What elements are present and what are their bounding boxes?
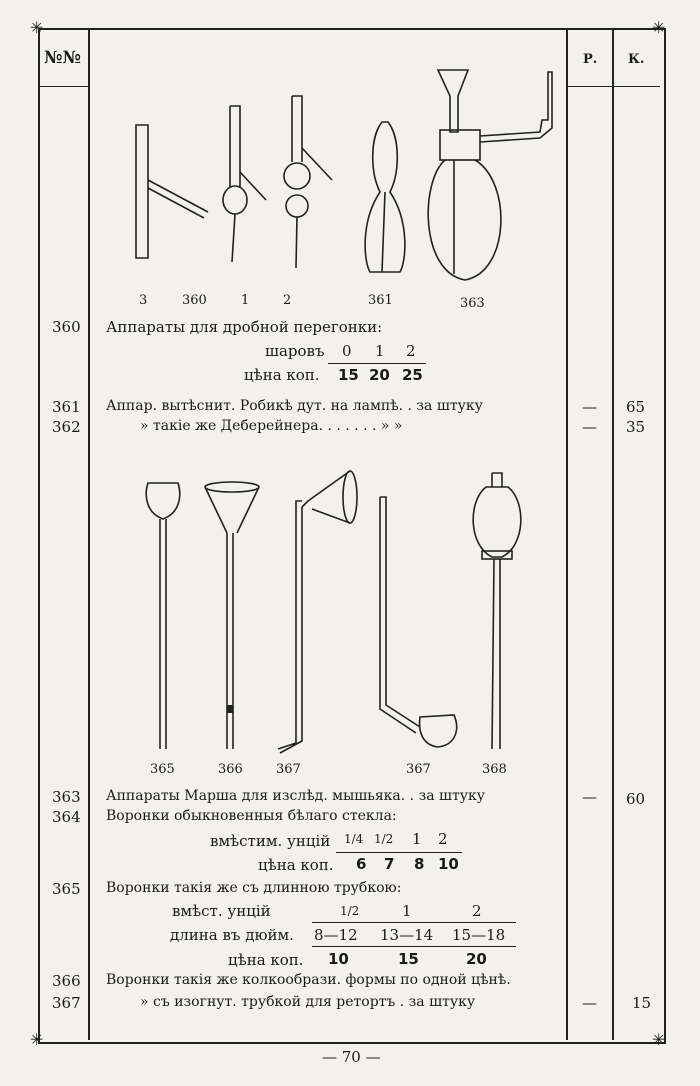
entry-365-len-value: 8—12 xyxy=(314,926,358,944)
entry-362-kop: 35 xyxy=(626,418,646,436)
caption-3: 3 xyxy=(139,293,148,308)
entry-367-text: » съ изогнут. трубкой для ретортъ . за штуку xyxy=(140,994,476,1010)
funnels-illustration xyxy=(130,465,530,755)
entry-365-len-label: длина въ дюйм. xyxy=(170,926,294,944)
entry-360-sub-value: 1 xyxy=(375,342,385,360)
entry-365-rule-1 xyxy=(312,922,516,923)
entry-360-sub-value: 2 xyxy=(406,342,416,360)
corner-ornament-br: ✳ xyxy=(652,1030,666,1049)
entry-360-sub-label: шаровъ xyxy=(265,342,325,360)
entry-367-rub: — xyxy=(582,994,597,1012)
entry-362-rub: — xyxy=(582,418,597,436)
entry-365-number: 365 xyxy=(52,880,81,898)
entry-360-number: 360 xyxy=(52,318,81,336)
entry-361-text: Аппар. вытѣснит. Робикѣ дут. на лампѣ. . за штуку xyxy=(106,398,483,414)
entry-361-kop: 65 xyxy=(626,398,646,416)
entry-364-number: 364 xyxy=(52,808,81,826)
caption-2: 2 xyxy=(283,293,292,308)
entry-366-text: Воронки такія же колкообрази. формы по одной цѣнѣ. xyxy=(106,972,511,988)
header-rule xyxy=(40,86,88,87)
entry-362-number: 362 xyxy=(52,418,81,436)
corner-ornament-tr: ✳ xyxy=(652,18,666,37)
caption-367b: 367 xyxy=(406,762,431,777)
entry-361-rub: — xyxy=(582,398,597,416)
funnel-367-drawing xyxy=(278,471,357,753)
entry-364-rule xyxy=(336,852,462,853)
tube-360-drawing xyxy=(223,106,266,262)
funnel-365-drawing xyxy=(146,483,180,749)
entry-364-price: 10 xyxy=(438,855,459,873)
rub-column-rule-left xyxy=(566,30,568,1040)
entry-360-rule xyxy=(328,363,426,364)
rub-column-header: Р. xyxy=(583,52,598,67)
page-number: — 70 — xyxy=(322,1048,381,1066)
entry-360-sub-value: 0 xyxy=(342,342,352,360)
entry-363-rub: — xyxy=(582,788,597,806)
entry-365-sub-value: 1 xyxy=(402,902,412,920)
entry-365-sub-label: вмѣст. унцій xyxy=(172,902,271,920)
entry-360-price-label: цѣна коп. xyxy=(244,366,320,384)
caption-368: 368 xyxy=(482,762,507,777)
header-rule-right xyxy=(568,86,660,87)
entry-365-text: Воронки такія же съ длинною трубкою: xyxy=(106,880,402,896)
distillation-apparatus-illustration xyxy=(120,62,560,287)
entry-365-sub-value: 2 xyxy=(472,902,482,920)
caption-363: 363 xyxy=(460,296,485,311)
tube-367-drawing xyxy=(380,497,457,747)
caption-367: 367 xyxy=(276,762,301,777)
entry-365-price: 20 xyxy=(466,950,487,968)
entry-367-number: 367 xyxy=(52,994,81,1012)
funnel-366-drawing xyxy=(205,482,259,749)
entry-364-sub-value: 1/2 xyxy=(374,832,394,846)
entry-367-kop: 15 xyxy=(632,994,652,1012)
entry-365-price-label: цѣна коп. xyxy=(228,951,304,969)
entry-365-rule-2 xyxy=(312,946,516,947)
tube-1-drawing xyxy=(284,96,332,268)
entry-363-number: 363 xyxy=(52,788,81,806)
corner-ornament-bl: ✳ xyxy=(30,1030,44,1049)
entry-363-text: Аппараты Марша для изслѣд. мышьяка. . за штуку xyxy=(106,788,485,804)
entry-360-price: 25 xyxy=(402,366,423,384)
entry-360-price: 20 xyxy=(369,366,390,384)
entry-363-kop: 60 xyxy=(626,790,646,808)
caption-360: 360 xyxy=(182,293,207,308)
entry-366-number: 366 xyxy=(52,972,81,990)
entry-361-number: 361 xyxy=(52,398,81,416)
flask-361-drawing xyxy=(365,122,405,272)
entry-364-sub-label: вмѣстим. унцій xyxy=(210,832,331,850)
flask-363-drawing xyxy=(428,70,552,280)
entry-364-price-label: цѣна коп. xyxy=(258,856,334,874)
caption-365: 365 xyxy=(150,762,175,777)
num-column-header: №№ xyxy=(44,48,81,68)
kop-column-header: К. xyxy=(628,52,645,67)
entry-365-sub-value: 1/2 xyxy=(340,904,360,918)
tube-3-drawing xyxy=(136,125,208,258)
entry-365-price: 15 xyxy=(398,950,419,968)
entry-364-sub-value: 2 xyxy=(438,830,448,848)
entry-365-len-value: 13—14 xyxy=(380,926,434,944)
entry-364-sub-value: 1/4 xyxy=(344,832,364,846)
entry-360-text: Аппараты для дробной перегонки: xyxy=(106,318,383,336)
entry-364-sub-value: 1 xyxy=(412,830,422,848)
entry-364-text: Воронки обыкновенныя бѣлаго стекла: xyxy=(106,808,397,824)
entry-364-price: 8 xyxy=(414,855,425,873)
caption-361: 361 xyxy=(368,293,393,308)
funnel-368-drawing xyxy=(473,473,521,749)
entry-360-price: 15 xyxy=(338,366,359,384)
entry-365-len-value: 15—18 xyxy=(452,926,506,944)
corner-ornament-tl: ✳ xyxy=(30,18,44,37)
entry-365-price: 10 xyxy=(328,950,349,968)
entry-364-price: 7 xyxy=(384,855,395,873)
caption-1: 1 xyxy=(241,293,250,308)
entry-364-price: 6 xyxy=(356,855,367,873)
num-column-rule xyxy=(88,30,90,1040)
kop-column-rule xyxy=(612,30,614,1040)
entry-362-text: » такіе же Деберейнера. . . . . . . » » xyxy=(140,418,403,434)
caption-366: 366 xyxy=(218,762,243,777)
